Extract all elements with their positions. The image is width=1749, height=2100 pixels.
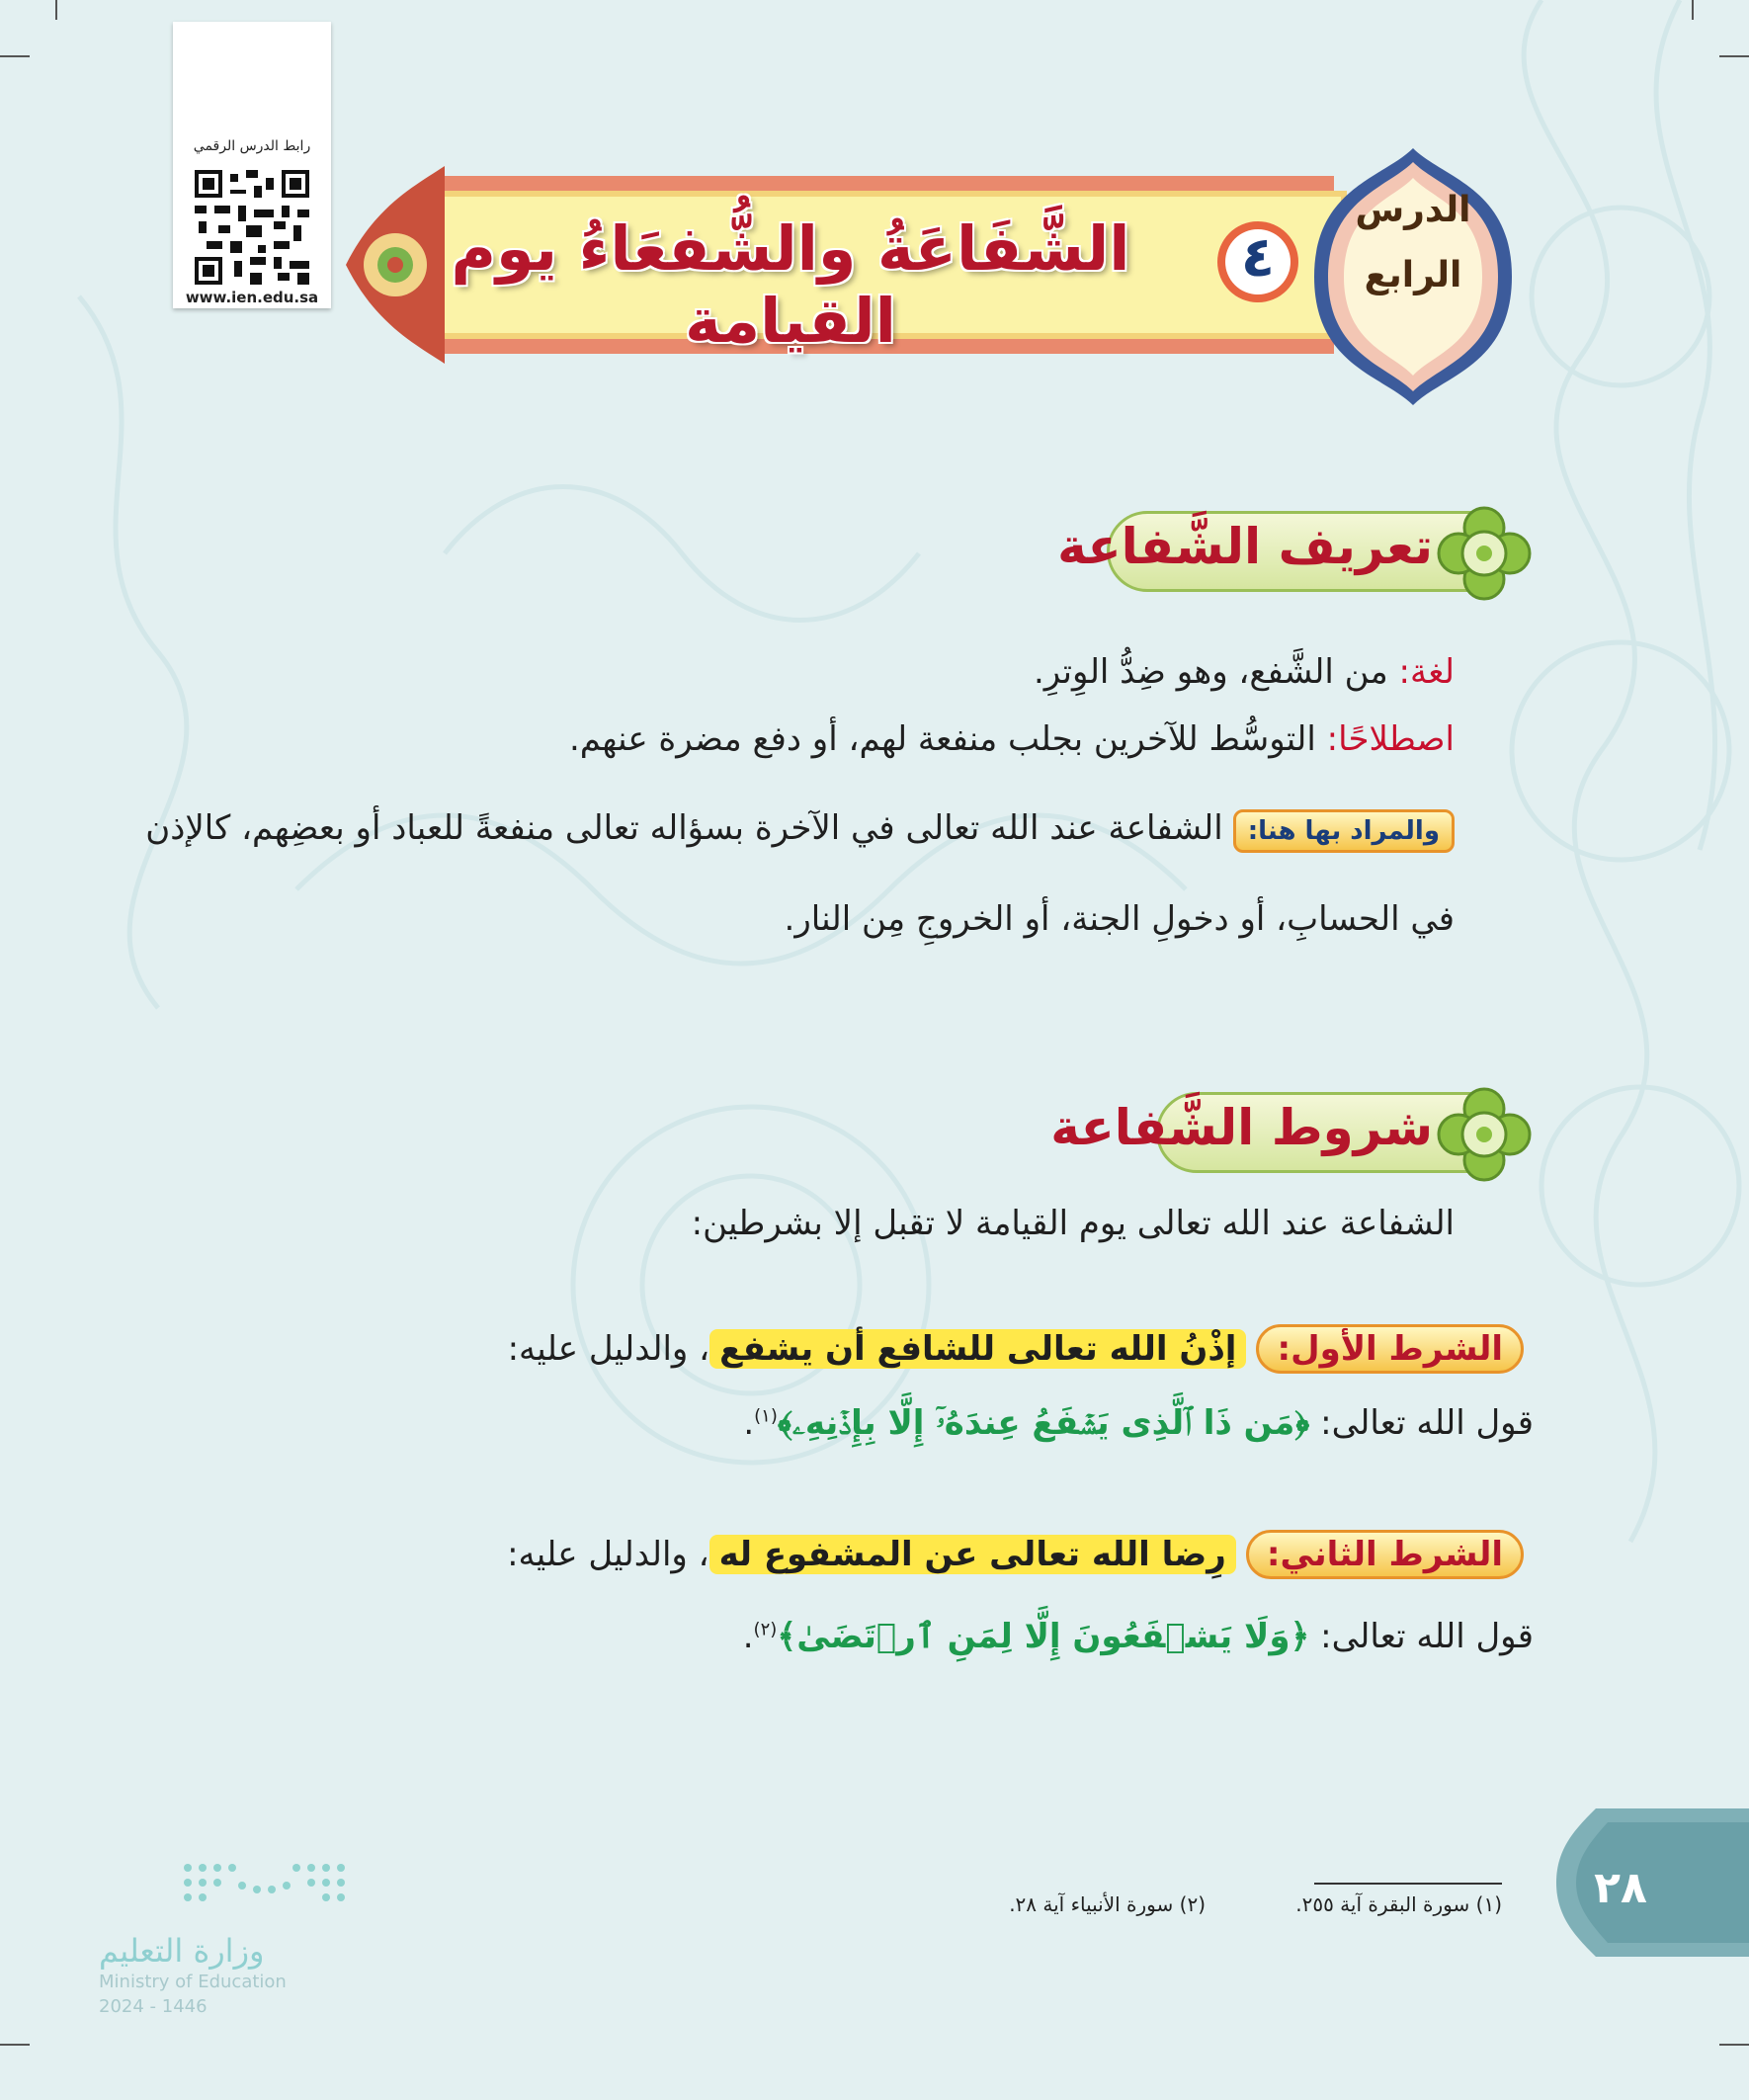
condition-2-tail: ، والدليل عليه: (507, 1535, 709, 1574)
condition-2-label: الشرط الثاني: (1246, 1530, 1524, 1579)
condition-2-evidence (743, 1616, 1534, 1656)
definition-murad-line2: في الحسابِ، أو دخولِ الجنة، أو الخروجِ مِن النار. (784, 899, 1455, 939)
definition-lugha (1034, 652, 1455, 692)
footnote-1: (١) سورة البقرة آية ٢٥٥. (1295, 1892, 1502, 1916)
ministry-name-ar: وزارة التعليم (99, 1932, 265, 1970)
definition-murad-line1 (145, 808, 1455, 853)
footnote-ref-2[interactable]: (٢) (753, 1619, 778, 1640)
qr-url[interactable]: www.ien.edu.sa (185, 289, 319, 306)
flower-ornament-icon (1437, 506, 1532, 601)
condition-1-quote-prefix: قول الله تعالى: (1309, 1403, 1534, 1443)
section-heading-definition (1057, 506, 1532, 601)
footnote-2: (٢) سورة الأنبياء آية ٢٨. (1009, 1892, 1206, 1916)
condition-2-quote-prefix: قول الله تعالى: (1309, 1617, 1534, 1656)
condition-1-label: الشرط الأول: (1256, 1324, 1524, 1374)
condition-1-tail: ، والدليل عليه: (507, 1329, 710, 1369)
footnote-divider (1314, 1883, 1502, 1885)
page-number: ٢٨ (1594, 1863, 1647, 1913)
condition-1-highlight: إذْنُ الله تعالى للشافع أن يشفع (709, 1329, 1246, 1369)
qr-card[interactable] (173, 22, 331, 308)
lesson-number: ٤ (1240, 225, 1276, 290)
heading-title: تعريف الشَّفاعة (1057, 518, 1433, 575)
condition-2-verse: ﴿وَلَا يَشۡفَعُونَ إِلَّا لِمَنِ ٱرۡتَضَىٰ﴾ (777, 1617, 1310, 1656)
lesson-label-line1: الدرس (1355, 190, 1471, 230)
lugha-text: من الشَّفع، وهو ضِدُّ الوِترِ. (1033, 652, 1399, 692)
qr-code-icon[interactable] (195, 170, 309, 285)
ministry-logo-icon (178, 1858, 356, 1907)
istilah-label: اصطلاحًا: (1326, 719, 1455, 759)
condition-1 (508, 1324, 1524, 1374)
end-dot: . (743, 1403, 755, 1443)
crop-mark (0, 2044, 30, 2046)
lesson-label-line2: الرابع (1364, 255, 1462, 295)
istilah-text: التوسُّط للآخرين بجلب منفعة لهم، أو دفع مضرة عنهم. (568, 719, 1327, 759)
definition-istilah (569, 719, 1455, 759)
lesson-title: الشَّفَاعَةُ والشُّفعَاءُ يوم القيامة (451, 212, 1130, 357)
crop-mark (1719, 2044, 1749, 2046)
condition-1-verse: ﴿مَن ذَا ٱلَّذِى يَشۡفَعُ عِندَهُۥٓ إِلَّا بِإِذۡنِهِۦ﴾ (777, 1403, 1310, 1443)
condition-2-highlight: رِضا الله تعالى عن المشفوع له (709, 1535, 1236, 1574)
section-heading-conditions (1050, 1087, 1532, 1182)
ministry-name-en: Ministry of Education (99, 1972, 287, 1992)
ministry-year: 2024 - 1446 (99, 1996, 208, 2017)
condition-2 (507, 1530, 1524, 1579)
lugha-label: لغة: (1398, 652, 1455, 692)
murad-text-1: الشفاعة عند الله تعالى في الآخرة بسؤاله تعالى منفعةً للعباد أو بعضِهم، كالإذن (145, 808, 1223, 848)
crop-mark (0, 55, 30, 57)
condition-1-evidence (743, 1403, 1534, 1443)
end-dot: . (742, 1617, 754, 1656)
heading-title: شروط الشَّفاعة (1050, 1099, 1433, 1156)
murad-label: والمراد بها هنا: (1233, 809, 1455, 853)
qr-caption: رابط الدرس الرقمي (193, 138, 311, 154)
crop-mark (55, 0, 57, 20)
flower-ornament-icon (1437, 1087, 1532, 1182)
conditions-intro: الشفاعة عند الله تعالى يوم القيامة لا تقبل إلا بشرطين: (691, 1204, 1455, 1243)
crop-mark (1719, 55, 1749, 57)
crop-mark (1692, 0, 1694, 20)
footnote-ref-1[interactable]: (١) (754, 1405, 778, 1427)
